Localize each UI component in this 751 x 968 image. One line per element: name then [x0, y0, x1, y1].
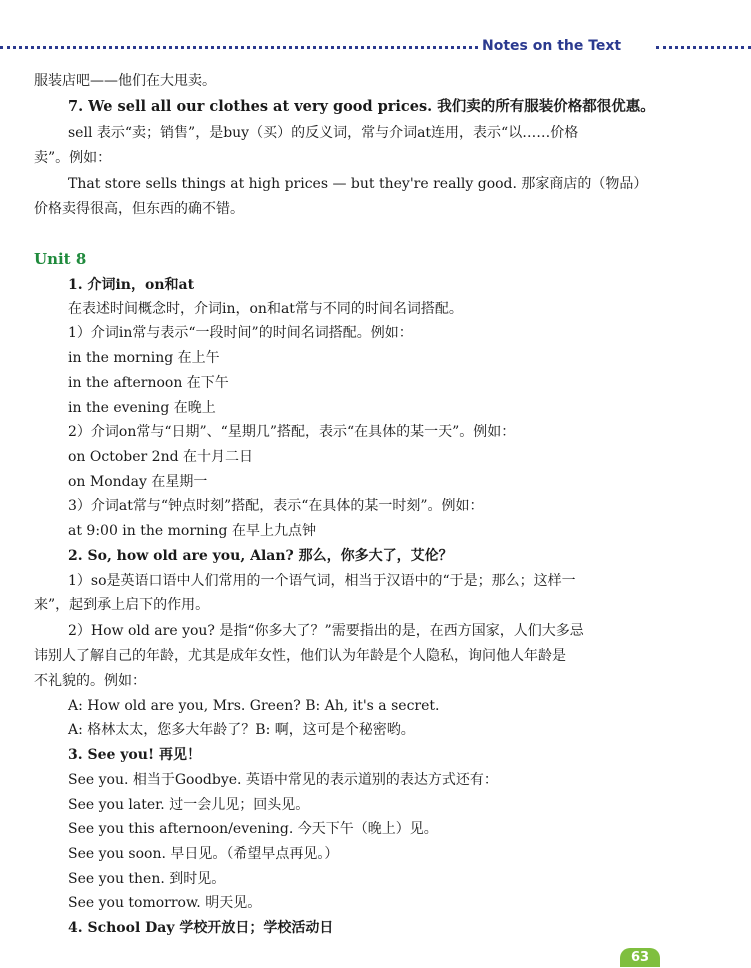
text-line: sell 表示“卖；销售”，是buy（买）的反义词，常与介词at连用，表示“以……价格 — [68, 125, 579, 141]
example-line: at 9:00 in the morning 在早上九点钟 — [68, 523, 316, 539]
header-title: Notes on the Text — [482, 38, 622, 54]
example-line: in the evening 在晚上 — [68, 400, 216, 416]
text-line: 1）介词in常与表示“一段时间”的时间名词搭配。例如： — [68, 325, 413, 341]
note-heading: 2. So, how old are you, Alan? 那么，你多大了，艾伦？ — [68, 548, 453, 564]
example-line: A: How old are you, Mrs. Green? B: Ah, it's a secret. — [68, 698, 440, 714]
example-line: in the morning 在上午 — [68, 350, 220, 366]
example-line: on October 2nd 在十月二日 — [68, 449, 253, 465]
text-line: 不礼貌的。例如： — [34, 673, 146, 689]
example-line: in the afternoon 在下午 — [68, 375, 229, 391]
text-line: 来”，起到承上启下的作用。 — [34, 597, 210, 613]
example-line: See you then. 到时见。 — [68, 871, 226, 887]
text-line: 3）介词at常与“钟点时刻”搭配，表示“在具体的某一时刻”。例如： — [68, 498, 484, 514]
example-line: on Monday 在星期一 — [68, 474, 208, 490]
text-line: 2）How old are you? 是指“你多大了？”需要指出的是，在西方国家，人们大多忌 — [68, 623, 584, 639]
example-line: See you later. 过一会儿见；回头见。 — [68, 797, 310, 813]
header-dotted-rule-right — [656, 46, 751, 49]
note-heading: 3. See you! 再见！ — [68, 747, 201, 763]
example-line: See you this afternoon/evening. 今天下午（晚上）见。 — [68, 821, 438, 837]
text-line: See you. 相当于Goodbye. 英语中常见的表示道别的表达方式还有： — [68, 772, 498, 788]
text-line: 在表述时间概念时，介词in，on和at常与不同的时间名词搭配。 — [68, 301, 463, 317]
page-number-badge: 63 — [620, 948, 660, 967]
note-heading: 1. 介词in，on和at — [68, 277, 195, 293]
text-line: 讳别人了解自己的年龄，尤其是成年女性，他们认为年龄是个人隐私，询问他人年龄是 — [34, 648, 566, 664]
example-line: See you soon. 早日见。（希望早点再见。） — [68, 846, 339, 862]
text-line: 服装店吧——他们在大甩卖。 — [34, 73, 216, 89]
example-line: A: 格林太太，您多大年龄了？B: 啊，这可是个秘密哟。 — [68, 722, 415, 738]
header-dotted-rule-left — [0, 46, 478, 49]
text-line: 1）so是英语口语中人们常用的一个语气词，相当于汉语中的“于是；那么；这样一 — [68, 573, 576, 589]
example-line: That store sells things at high prices — but they're really good. 那家商店的（物品） — [68, 176, 648, 192]
note-heading: 4. School Day 学校开放日；学校活动日 — [68, 920, 334, 936]
text-line: 2）介词on常与“日期”、“星期几”搭配，表示“在具体的某一天”。例如： — [68, 424, 516, 440]
text-line: 卖”。例如： — [34, 150, 112, 166]
example-line: 价格卖得很高，但东西的确不错。 — [34, 201, 244, 217]
note-heading: 7. We sell all our clothes at very good prices. 我们卖的所有服装价格都很优惠。 — [68, 98, 655, 115]
unit-heading: Unit 8 — [34, 250, 87, 268]
example-line: See you tomorrow. 明天见。 — [68, 895, 262, 911]
running-header — [0, 38, 751, 56]
